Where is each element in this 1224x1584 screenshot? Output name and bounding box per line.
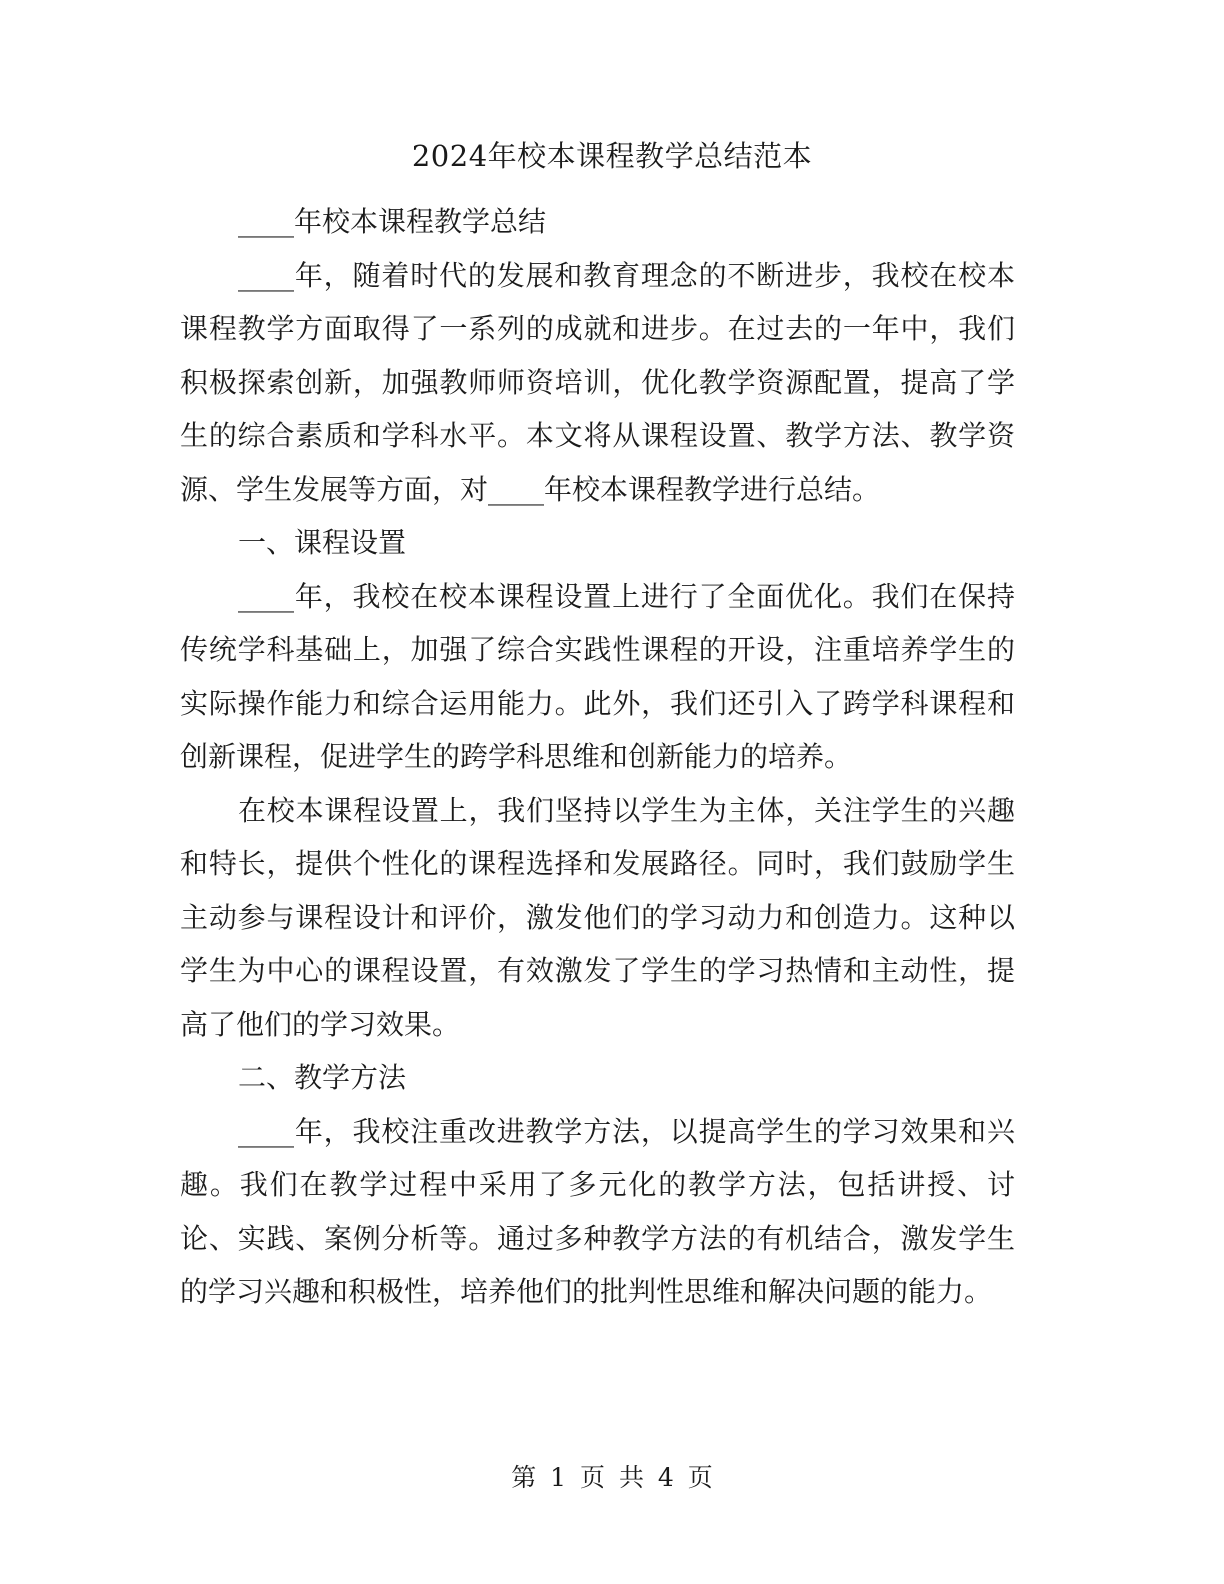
document-subtitle: ____年校本课程教学总结 <box>238 205 547 238</box>
section-2-heading: 二、教学方法 <box>238 1061 407 1094</box>
intro-paragraph: ____年，随着时代的发展和教育理念的不断进步，我校在校本课程教学方面取得了一系列的成就和进步。在过去的一年中，我们积极探索创新，加强教师师资培训，优化教学资源配置，提高了学生的综合素质和学科水平。本文将从课程设置、教学方法、教学资源、学生发展等方面，对____年校本课程教学进行总结。 <box>180 258 1015 506</box>
document-title: 2024年校本课程教学总结范本 <box>411 139 813 173</box>
section-2-paragraph-1: ____年，我校注重改进教学方法，以提高学生的学习效果和兴趣。我们在教学过程中采用了多元化的教学方法，包括讲授、讨论、实践、案例分析等。通过多种教学方法的有机结合，激发学生的学习兴趣和积极性，培养他们的批判性思维和解决问题的能力。 <box>180 1114 1015 1308</box>
document-body <box>180 195 1015 1319</box>
section-1-paragraph-1: ____年，我校在校本课程设置上进行了全面优化。我们在保持传统学科基础上，加强了综合实践性课程的开设，注重培养学生的实际操作能力和综合运用能力。此外，我们还引入了跨学科课程和创新课程，促进学生的跨学科思维和创新能力的培养。 <box>180 579 1015 773</box>
section-1-paragraph-2: 在校本课程设置上，我们坚持以学生为主体，关注学生的兴趣和特长，提供个性化的课程选择和发展路径。同时，我们鼓励学生主动参与课程设计和评价，激发他们的学习动力和创造力。这种以学生为中心的课程设置，有效激发了学生的学习热情和主动性，提高了他们的学习效果。 <box>180 793 1015 1041</box>
page-footer: 第 1 页 共 4 页 <box>511 1463 713 1492</box>
section-1-heading: 一、课程设置 <box>238 526 407 559</box>
